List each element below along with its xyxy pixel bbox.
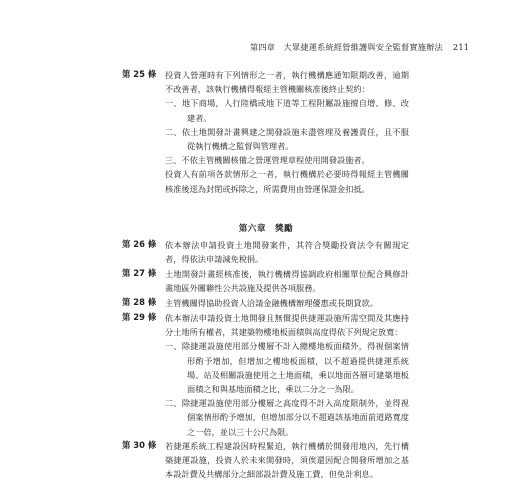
article-paragraph: 依本辦法申請投資土地開發案件，其符合獎勵投資法令有關規定者，得依法申請減免稅捐。 xyxy=(165,240,409,265)
article-body xyxy=(165,238,409,266)
article-item: 三、不依主管機關核備之營運管理章程使用開發設施者。 xyxy=(165,155,370,166)
article-paragraph: 投資人有前項各款情形之一者，執行機構於必要時得報經主管機關核准後逕為封閉或拆除之，所需費用由營運保證金扣抵。 xyxy=(165,169,409,194)
article-number: 第 27 條 xyxy=(122,268,157,278)
article-item: 二、除捷運設施使用部分樓層之高度得不計入高度限制外，並得視個案情形酌予增加，但增加部分以不超過該基地面前道路寬度之一倍，並以三十公尺為限。 xyxy=(165,398,409,437)
running-header xyxy=(250,42,470,53)
article-number: 第 29 條 xyxy=(122,312,157,322)
article-paragraph: 依本辦法申請投資土地開發且無償提供捷運設施所需空間及其應持分土地所有權者，其建築物樓地板面積與高度得依下列規定放寬： xyxy=(165,313,409,338)
article-paragraph: 主管機關得協助投資人洽請金融機構辦理優惠或長期貸款。 xyxy=(165,298,378,308)
article-number: 第 28 條 xyxy=(122,297,157,307)
article-number: 第 30 條 xyxy=(122,440,157,450)
article-item: 一、除捷運設施使用部分樓層不計入總樓地板面積外，得視個案情形酌予增加，但增加之樓地板面積，以不超過提供捷運系統場、站及相關設施使用之土地面積，乘以地面各層可建築地板面積之和與基地面積之比，乘以二分之一為限。 xyxy=(165,341,409,395)
article-body xyxy=(165,267,409,295)
article-number: 第 25 條 xyxy=(122,69,157,79)
article-body xyxy=(165,68,409,196)
article-body xyxy=(165,296,409,310)
article-item: 二、依土地開發計畫興建之開發設施未盡管理及養護責任，且不服從執行機構之監督與管理者。 xyxy=(165,126,409,152)
chapter-title: 第六章 獎勵 xyxy=(238,224,294,234)
article-body xyxy=(165,311,409,439)
article-body xyxy=(165,439,409,482)
article-paragraph: 若捷運系統工程建設因時程緊迫，執行機構於開發用地內，先行構築捷運設施，投資人於未來開發時，須俟還因配合開發所增加之基本設計費及共構部分之細部設計費及施工費，但免計利息。 xyxy=(165,441,409,480)
running-title: 第四章 大眾捷運系統經營維護與安全監督實施辦法 xyxy=(250,42,443,52)
article-paragraph: 投資人營運時有下列情形之一者，執行機構應通知限期改善，逾期不改善者，該執行機構得報經主管機關核准後終止契約： xyxy=(165,70,409,95)
article-paragraph: 土地開發計畫經核准後，執行機構得協調政府相關單位配合興修計畫地區外關聯性公共設施及提供各項服務。 xyxy=(165,269,409,294)
page-number: 211 xyxy=(452,42,470,52)
article-item: 一、地下商場，人行陸橋或地下道等工程附屬設施擅自增、修、改建者。 xyxy=(165,98,409,123)
article-number: 第 26 條 xyxy=(122,239,157,249)
